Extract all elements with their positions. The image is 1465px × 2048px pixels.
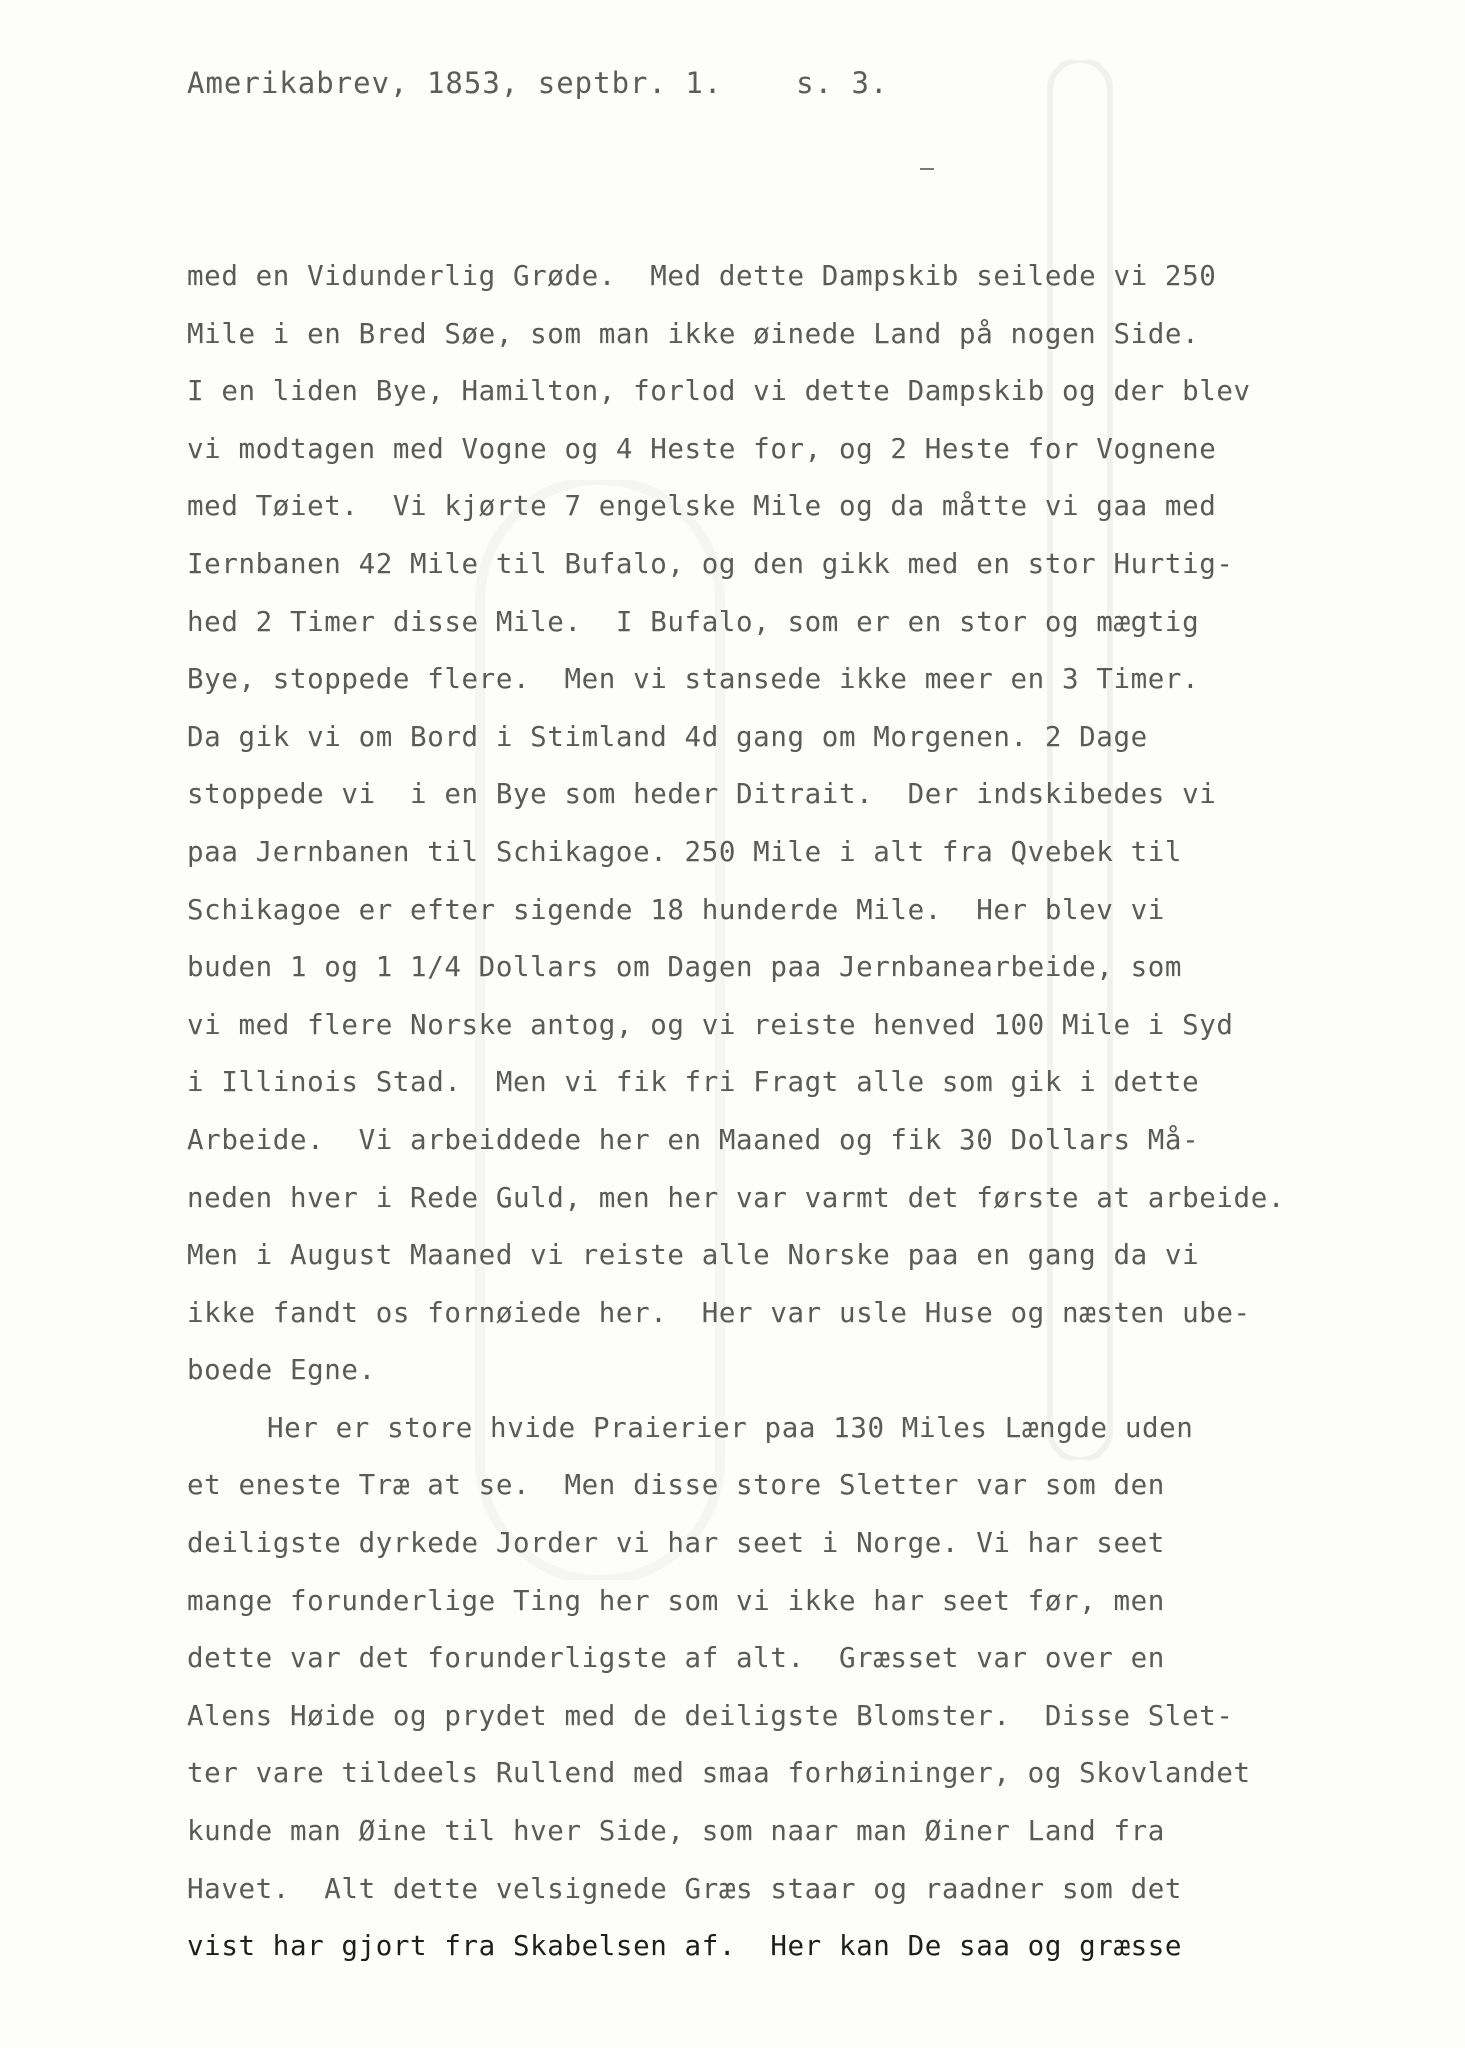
text-line: Schikagoe er efter sigende 18 hunderde Mile. Her blev vi	[187, 893, 1165, 926]
text-line: stoppede vi i en Bye som heder Ditrait. Der indskibedes vi	[187, 778, 1217, 811]
text-line: vi modtagen med Vogne og 4 Heste for, og 2 Heste for Vognene	[187, 432, 1217, 465]
text-line: Her er store hvide Praierier paa 130 Miles Længde uden	[267, 1411, 1194, 1444]
text-line: neden hver i Rede Guld, men her var varmt det første at arbeide.	[187, 1181, 1286, 1214]
text-line: mange forunderlige Ting her som vi ikke har seet før, men	[187, 1584, 1165, 1617]
text-line: et eneste Træ at se. Men disse store Sletter var som den	[187, 1469, 1165, 1502]
text-line: Bye, stoppede flere. Men vi stansede ikke meer en 3 Timer.	[187, 663, 1200, 696]
text-line: Iernbanen 42 Mile til Bufalo, og den gikk med en stor Hurtig-	[187, 547, 1234, 580]
text-line: Alens Høide og prydet med de deiligste Blomster. Disse Slet-	[187, 1699, 1234, 1732]
text-line: hed 2 Timer disse Mile. I Bufalo, som er en stor og mægtig	[187, 605, 1200, 638]
text-line: Mile i en Bred Søe, som man ikke øinede Land på nogen Side.	[187, 317, 1200, 350]
text-line: Havet. Alt dette velsignede Græs staar og raadner som det	[187, 1872, 1183, 1905]
text-line: vist har gjort fra Skabelsen af. Her kan De saa og græsse	[187, 1930, 1183, 1963]
text-line: vi med flere Norske antog, og vi reiste henved 100 Mile i Syd	[187, 1008, 1234, 1041]
text-line: Men i August Maaned vi reiste alle Norske paa en gang da vi	[187, 1239, 1200, 1272]
text-line: med en Vidunderlig Grøde. Med dette Dampskib seilede vi 250	[187, 260, 1217, 292]
text-line: paa Jernbanen til Schikagoe. 250 Mile i alt fra Qvebek til	[187, 835, 1183, 868]
text-line: ikke fandt os fornøiede her. Her var usle Huse og næsten ube-	[187, 1296, 1251, 1329]
text-line: kunde man Øine til hver Side, som naar man Øiner Land fra	[187, 1815, 1165, 1848]
text-line: i Illinois Stad. Men vi fik fri Fragt alle som gik i dette	[187, 1066, 1200, 1099]
text-line: boede Egne.	[187, 1354, 376, 1387]
text-line: dette var det forunderligste af alt. Græsset var over en	[187, 1642, 1165, 1675]
text-line: I en liden Bye, Hamilton, forlod vi dette Dampskib og der blev	[187, 375, 1251, 408]
text-line: buden 1 og 1 1/4 Dollars om Dagen paa Jernbanearbeide, som	[187, 951, 1183, 984]
text-line: ter vare tildeels Rullend med smaa forhøininger, og Skovlandet	[187, 1757, 1251, 1790]
dash-mark	[920, 168, 934, 170]
text-line: Da gik vi om Bord i Stimland 4d gang om Morgenen. 2 Dage	[187, 720, 1148, 753]
document-header: Amerikabrev, 1853, septbr. 1. s. 3.	[187, 66, 889, 100]
text-line: deiligste dyrkede Jorder vi har seet i Norge. Vi har seet	[187, 1527, 1165, 1560]
text-line: med Tøiet. Vi kjørte 7 engelske Mile og da måtte vi gaa med	[187, 490, 1217, 523]
text-line: Arbeide. Vi arbeiddede her en Maaned og fik 30 Dollars Må-	[187, 1123, 1200, 1156]
letter-body	[187, 248, 1337, 1976]
